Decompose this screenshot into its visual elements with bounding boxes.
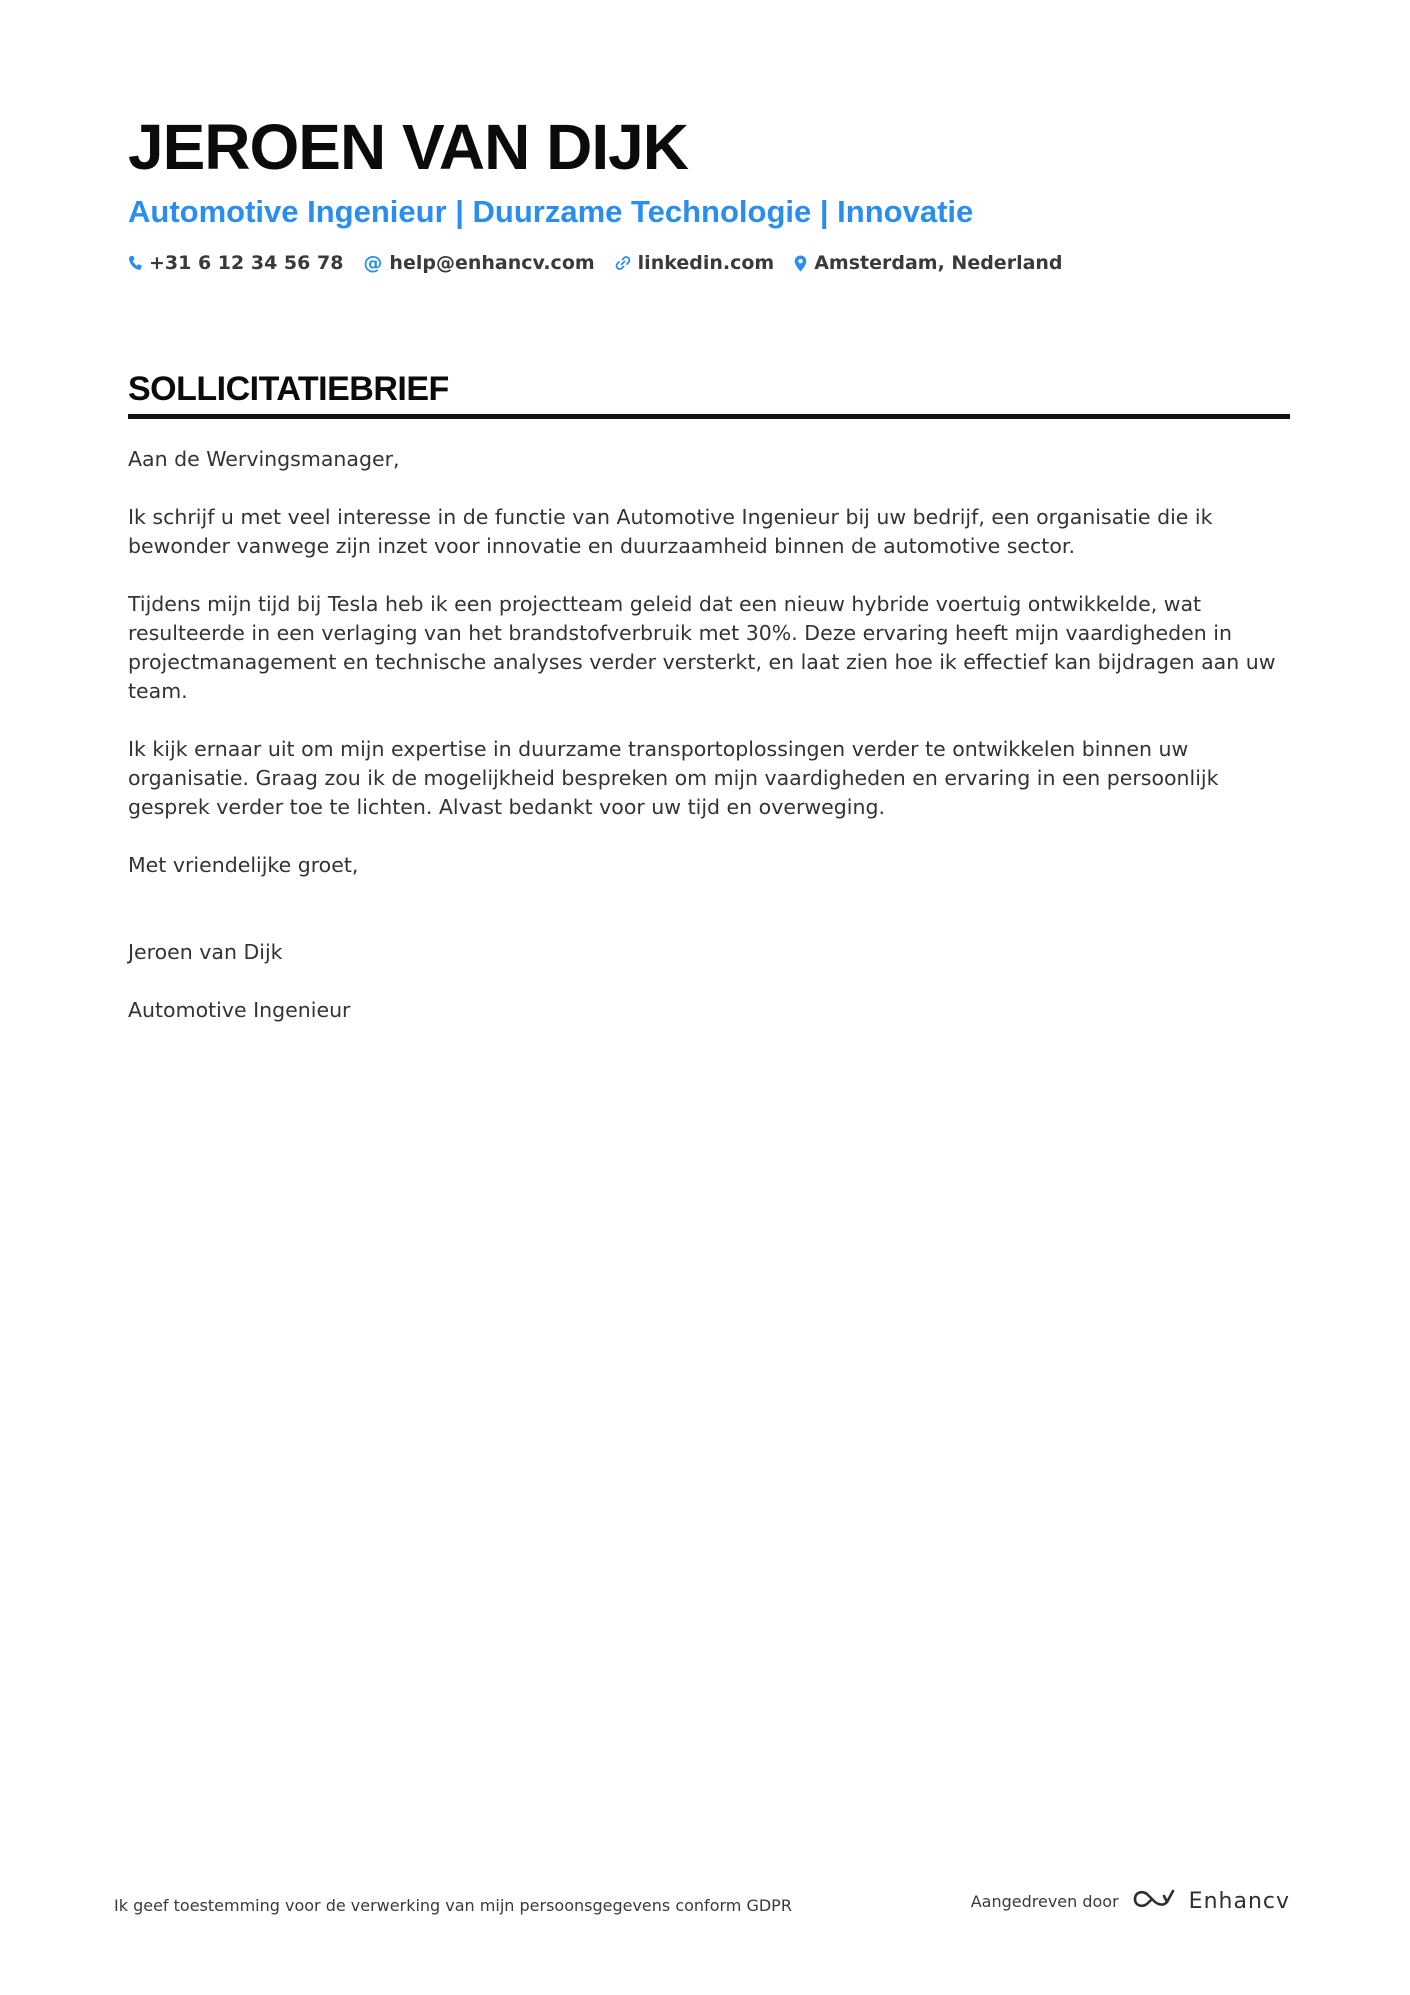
location-text: Amsterdam, Nederland <box>814 252 1063 274</box>
candidate-headline: Automotive Ingenieur | Duurzame Technologie | Innovatie <box>128 194 974 229</box>
letter-paragraph: Ik kijk ernaar uit om mijn expertise in duurzame transportoplossingen verder te ontwikkelen binnen uw organisatie. Graag zou ik de mogelijkheid bespreken om mijn vaardigheden en ervaring in een persoonlijk gesprek verder toe te lichten. Alvast bedankt voor uw tijd en overweging. <box>128 737 1219 819</box>
gdpr-consent: Ik geef toestemming voor de verwerking van mijn persoonsgegevens conform GDPR <box>114 1896 792 1915</box>
enhancv-logo-icon <box>1131 1886 1177 1916</box>
letter-closing: Met vriendelijke groet, <box>128 853 359 877</box>
letter-paragraph: Tijdens mijn tijd bij Tesla heb ik een projectteam geleid dat een nieuw hybride voertuig ontwikkelde, wat resulteerde in een verlaging van het brandstofverbruik met 30%. Deze ervaring heeft mijn vaardigheden in projectmanagement en technische analyses verder versterkt, en laat zien hoe ik effectief kan bijdragen aan uw team. <box>128 592 1276 703</box>
brand-name[interactable]: Enhancv <box>1188 1888 1290 1914</box>
at-icon: @ <box>363 252 383 274</box>
contact-linkedin <box>615 252 775 274</box>
phone-icon <box>128 255 142 271</box>
contact-info <box>128 252 1288 274</box>
email-address[interactable]: help@enhancv.com <box>389 252 595 274</box>
signature-name: Jeroen van Dijk <box>128 940 283 964</box>
contact-phone <box>128 252 343 274</box>
letter-salutation: Aan de Wervingsmanager, <box>128 447 400 471</box>
linkedin-url[interactable]: linkedin.com <box>637 252 775 274</box>
section-divider <box>128 414 1290 419</box>
letter-header <box>128 110 1288 274</box>
letter-paragraph: Ik schrijf u met veel interesse in de functie van Automotive Ingenieur bij uw bedrijf, een organisatie die ik bewonder vanwege zijn inzet voor innovatie en duurzaamheid binnen de automotive sector. <box>128 505 1213 558</box>
contact-location <box>794 252 1062 274</box>
powered-by-label: Aangedreven door <box>970 1891 1119 1911</box>
phone-number: +31 6 12 34 56 78 <box>149 252 344 274</box>
link-icon <box>615 255 631 271</box>
powered-by <box>971 1886 1290 1916</box>
cover-letter-section <box>128 368 1290 1054</box>
section-title: SOLLICITATIEBRIEF <box>128 370 449 408</box>
candidate-name: JEROEN VAN DIJK <box>128 111 688 183</box>
map-pin-icon <box>794 255 807 272</box>
signature-title: Automotive Ingenieur <box>128 998 351 1022</box>
contact-email <box>363 252 594 274</box>
letter-body <box>128 445 1290 1025</box>
